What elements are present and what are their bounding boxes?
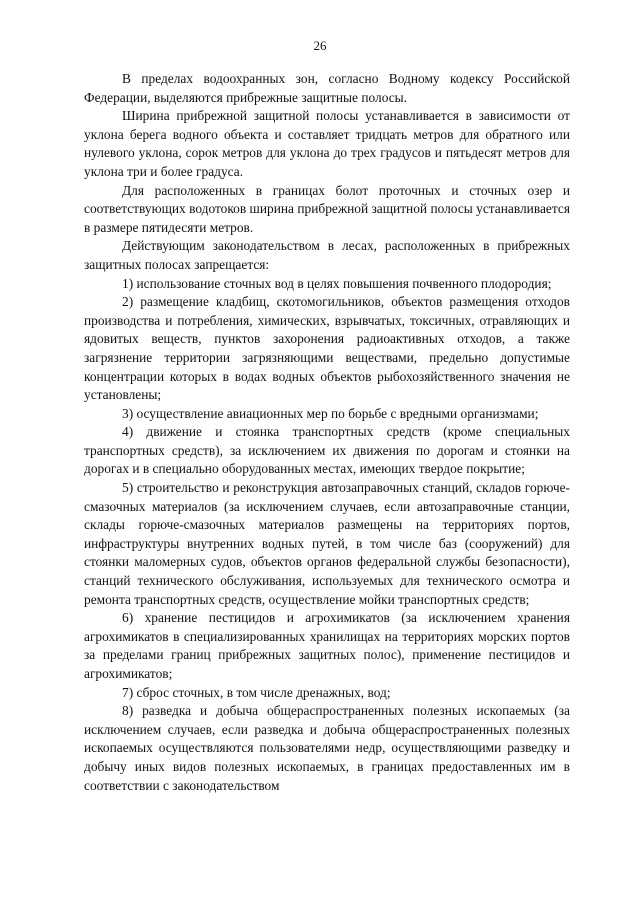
list-item-7: 7) сброс сточных, в том числе дренажных, вод; (122, 684, 391, 700)
paragraph-prohibitions-intro: Действующим законодательством в лесах, расположенных в прибрежных защитных полосах запрещается: (84, 238, 570, 272)
paragraph-swamp-lakes: Для расположенных в границах болот проточных и сточных озер и соответствующих водотоков ширина прибрежной защитной полосы устанавливается в размере пятидесяти метров. (84, 182, 570, 235)
page-number: 26 (313, 38, 327, 53)
list-item-2: 2) размещение кладбищ, скотомогильников, объектов размещения отходов производства и потребления, химических, взрывчатых, токсичных, отравляющих и ядовитых веществ, пунктов захоронения радиоактивных отходов, а также загрязнение территории загрязняющими веществами, предельно допустимые концентрации которых в водах водных объектов рыбохозяйственного значения не установлены; (84, 294, 570, 403)
list-item-5: 5) строительство и реконструкция автозаправочных станций, складов горюче-смазочных материалов (за исключением случаев, если автозаправочные станции, склады горюче-смазочных материалов размещены на территориях портов, инфраструктуры внутренних водных путей, в том числе баз (сооружений) для стоянки маломерных судов, объектов органов федеральной службы безопасности), станций технического обслуживания, используемых для технического осмотра и ремонта транспортных средств, осуществление мойки транспортных средств; (84, 480, 570, 607)
document-body (84, 70, 570, 795)
list-item-8: 8) разведка и добыча общераспространенных полезных ископаемых (за исключением случаев, если разведка и добыча общераспространенных полезных ископаемых осуществляются пользователями недр, осуществляющими разведку и добычу иных видов полезных ископаемых, в границах предоставленных им в соответствии с законодательством (84, 703, 570, 793)
list-item-3: 3) осуществление авиационных мер по борьбе с вредными организмами; (122, 405, 539, 421)
list-item-1: 1) использование сточных вод в целях повышения почвенного плодородия; (122, 275, 552, 291)
list-item-4: 4) движение и стоянка транспортных средств (кроме специальных транспортных средств), за исключением их движения по дорогам и стоянки на дорогах и в специально оборудованных местах, имеющих твердое покрытие; (84, 424, 570, 477)
list-item-6: 6) хранение пестицидов и агрохимикатов (за исключением хранения агрохимикатов в специализированных хранилищах на территориях морских портов за пределами границ прибрежных защитных полос), применение пестицидов и агрохимикатов; (84, 610, 570, 681)
paragraph-buffer-zones-intro: В пределах водоохранных зон, согласно Водному кодексу Российской Федерации, выделяются прибрежные защитные полосы. (84, 71, 570, 105)
paragraph-strip-width: Ширина прибрежной защитной полосы устанавливается в зависимости от уклона берега водного объекта и составляет тридцать метров для обратного или нулевого уклона, сорок метров для уклона до трех градусов и пятьдесят метров для уклона три и более градуса. (84, 108, 570, 179)
